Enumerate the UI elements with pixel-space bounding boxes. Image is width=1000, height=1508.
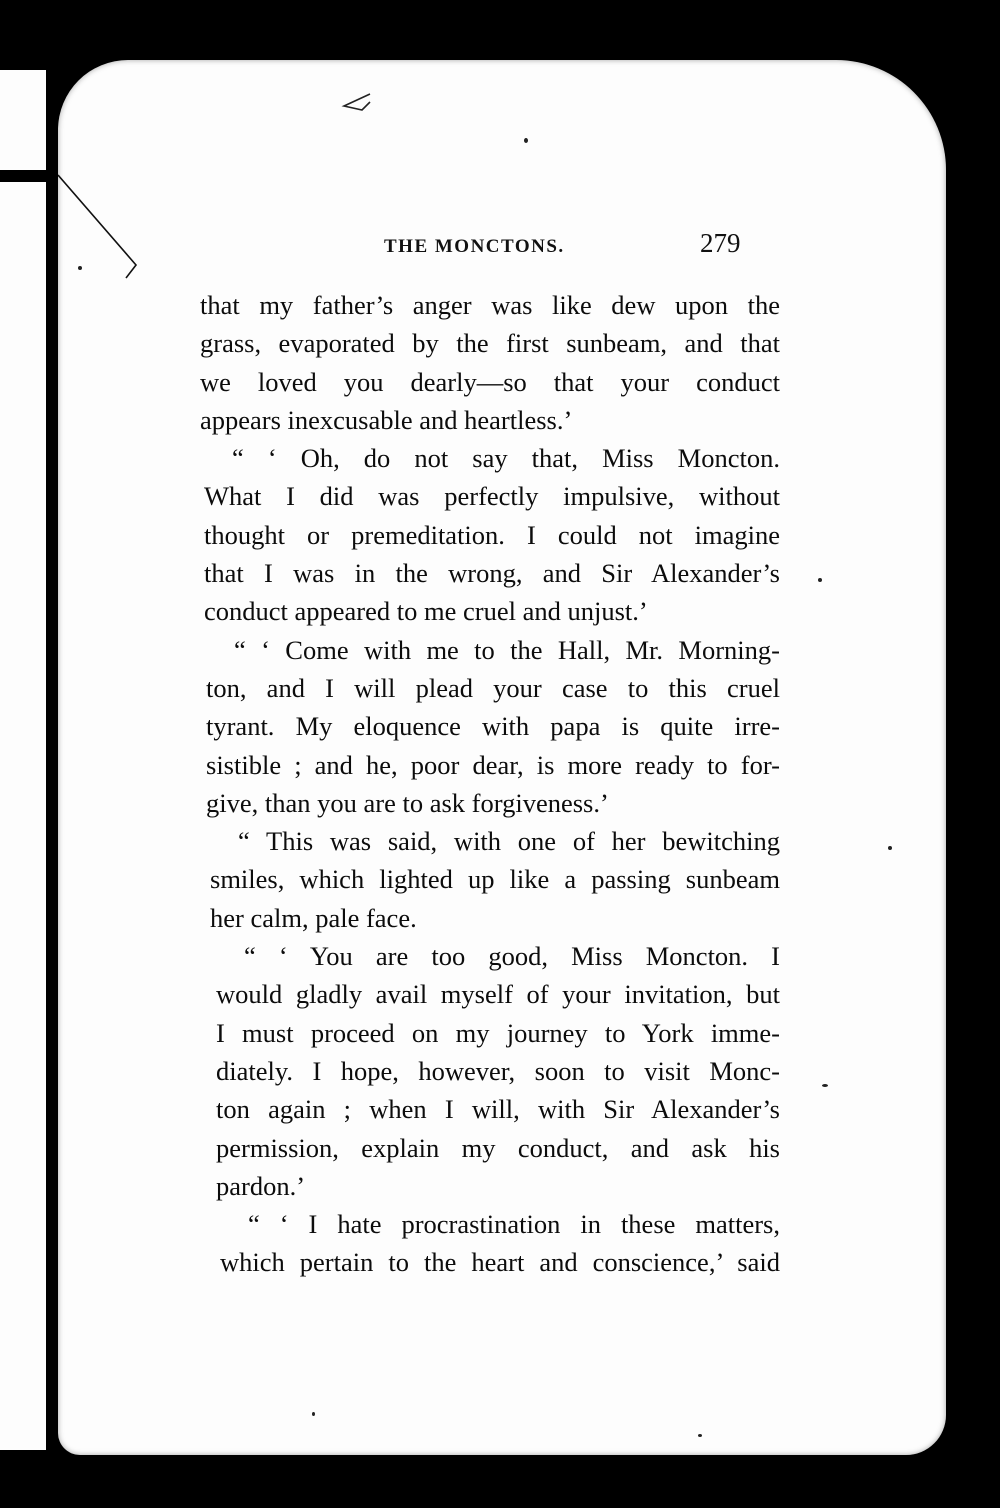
paragraph: [206, 631, 780, 822]
text-line: would gladly avail myself of your invitation, but: [216, 979, 780, 1010]
text-line: conduct appeared to me cruel and unjust.’: [204, 596, 648, 627]
scan-speck: [524, 138, 528, 143]
text-line: ton again ; when I will, with Sir Alexander’s: [216, 1094, 780, 1125]
scan-speck: [698, 1434, 702, 1437]
text-line: that my father’s anger was like dew upon the: [200, 290, 780, 320]
text-line: tyrant. My eloquence with papa is quite irre-: [206, 711, 780, 742]
book-page: [58, 60, 946, 1455]
text-line: sistible ; and he, poor dear, is more ready to for-: [206, 749, 780, 780]
text-line: What I did was perfectly impulsive, without: [204, 481, 780, 512]
text-line: grass, evaporated by the first sunbeam, and that: [200, 328, 780, 359]
text-line: “ ‘ You are too good, Miss Moncton. I: [244, 941, 780, 972]
text-line: we loved you dearly—so that your conduct: [200, 366, 780, 397]
pencil-mark: [340, 88, 380, 128]
text-line: pardon.’: [216, 1170, 306, 1201]
text-line: I must proceed on my journey to York imme-: [216, 1017, 780, 1048]
scan-speck: [888, 846, 892, 850]
running-head-title: THE MONCTONS.: [384, 236, 565, 257]
paragraph: [200, 286, 780, 439]
text-line: smiles, which lighted up like a passing sunbeam: [210, 864, 780, 895]
text-line: “ This was said, with one of her bewitching: [238, 826, 780, 857]
text-line: ton, and I will plead your case to this cruel: [206, 672, 780, 703]
paragraph: [216, 937, 780, 1205]
text-line: that I was in the wrong, and Sir Alexander’s: [204, 558, 780, 589]
page-number: 279: [700, 228, 741, 258]
paragraph: [204, 439, 780, 630]
text-line: permission, explain my conduct, and ask his: [216, 1132, 780, 1163]
scan-speck: [818, 578, 822, 582]
body-text: [200, 286, 780, 1282]
edge-mark: [0, 170, 46, 182]
paragraph: [210, 822, 780, 937]
text-line: her calm, pale face.: [210, 902, 417, 933]
text-line: diately. I hope, however, soon to visit Monc-: [216, 1055, 780, 1086]
text-line: “ ‘ Come with me to the Hall, Mr. Morning-: [234, 634, 780, 665]
adjacent-page-edge: [0, 70, 46, 1450]
scan-speck: [822, 1084, 828, 1087]
text-line: “ ‘ I hate procrastination in these matters,: [248, 1209, 780, 1240]
running-head: [58, 228, 946, 268]
text-line: thought or premeditation. I could not imagine: [204, 519, 780, 550]
text-line: which pertain to the heart and conscience,’ said: [220, 1247, 780, 1278]
text-line: appears inexcusable and heartless.’: [200, 404, 573, 435]
paragraph: [220, 1205, 780, 1282]
scan-speck: [312, 1412, 315, 1416]
text-line: give, than you are to ask forgiveness.’: [206, 787, 609, 818]
scan-speck: [78, 266, 82, 270]
text-line: “ ‘ Oh, do not say that, Miss Moncton.: [232, 443, 780, 474]
